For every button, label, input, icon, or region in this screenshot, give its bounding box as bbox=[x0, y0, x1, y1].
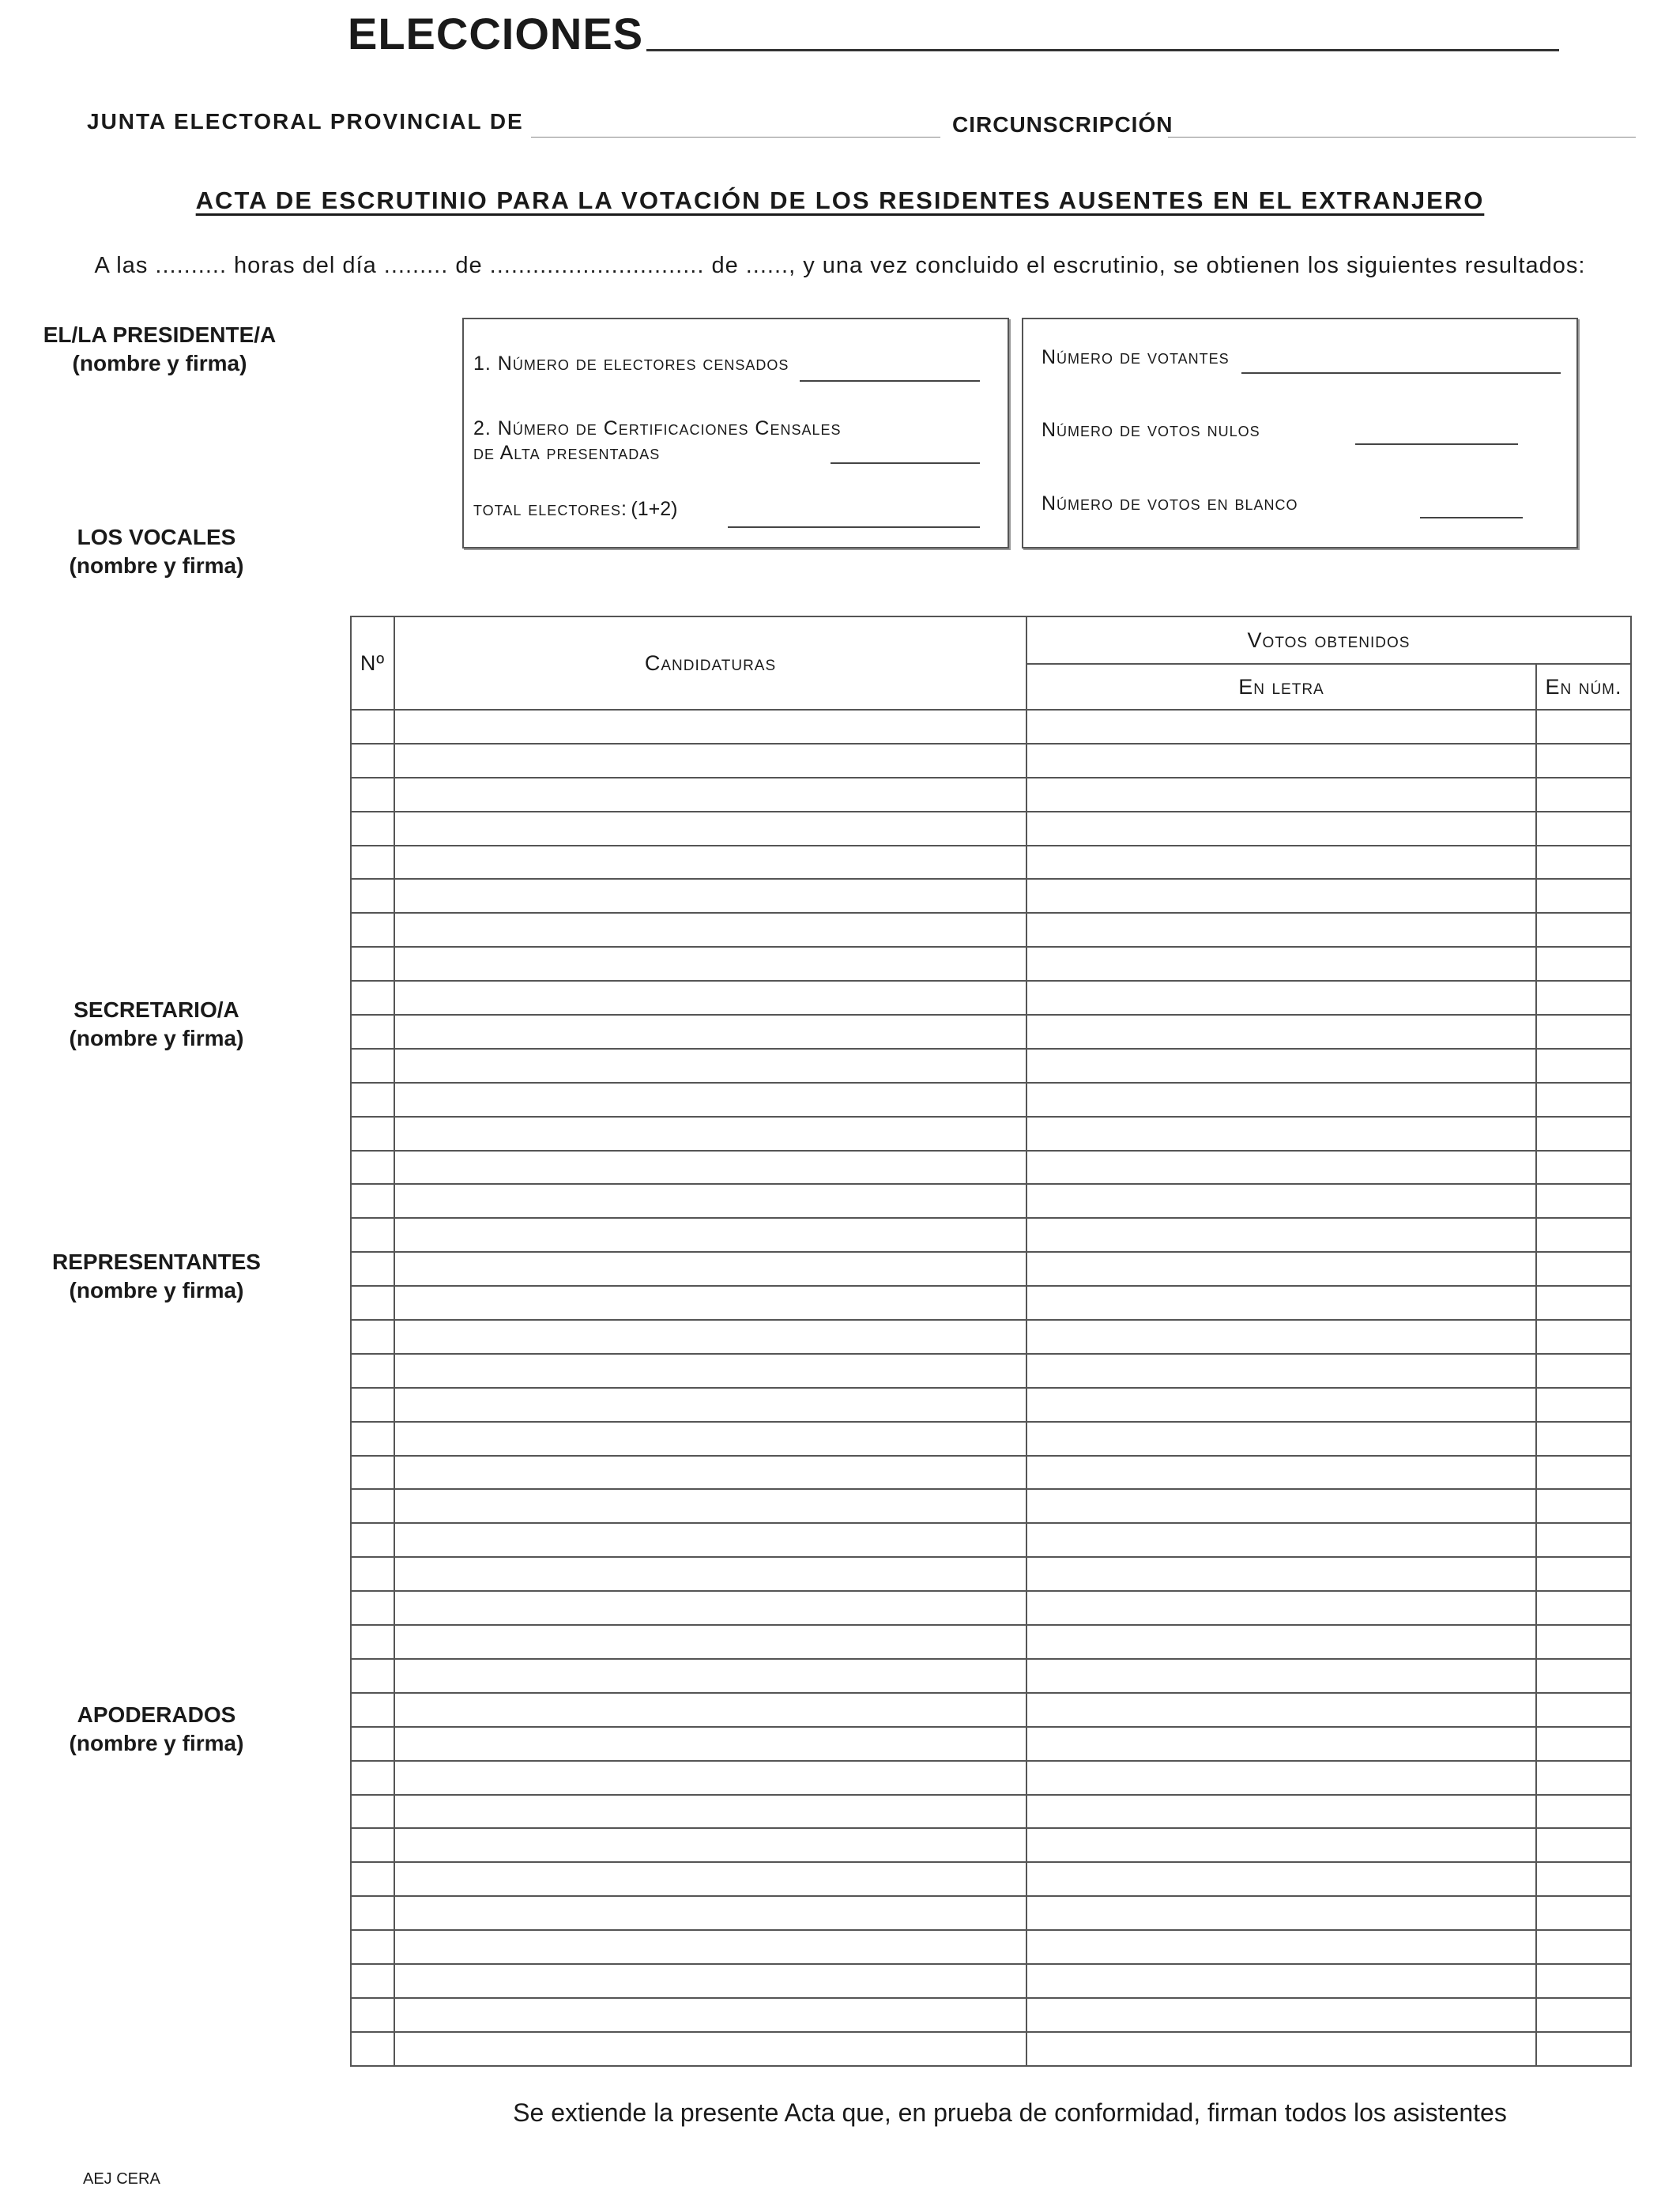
signature-role: REPRESENTANTES bbox=[52, 1250, 261, 1274]
letra-cell[interactable] bbox=[1026, 1557, 1536, 1591]
signature-vocales bbox=[0, 523, 315, 580]
candidatura-cell[interactable] bbox=[394, 1693, 1026, 1727]
numero-cell[interactable] bbox=[1536, 947, 1631, 981]
candidatura-cell[interactable] bbox=[394, 1625, 1026, 1659]
numero-cell[interactable] bbox=[1536, 1998, 1631, 2032]
candidatura-cell[interactable] bbox=[394, 1117, 1026, 1151]
table-row bbox=[351, 1354, 1631, 1388]
num-cell[interactable] bbox=[351, 1659, 394, 1693]
table-row bbox=[351, 1049, 1631, 1083]
num-cell[interactable] bbox=[351, 1489, 394, 1523]
numero-cell[interactable] bbox=[1536, 1184, 1631, 1218]
table-row bbox=[351, 1828, 1631, 1862]
circunscripcion-label: CIRCUNSCRIPCIÓN bbox=[952, 112, 1173, 137]
signature-note: (nombre y firma) bbox=[69, 1731, 244, 1755]
table-row bbox=[351, 1998, 1631, 2032]
candidatura-cell[interactable] bbox=[394, 812, 1026, 846]
signature-representantes bbox=[0, 1248, 315, 1305]
num-cell[interactable] bbox=[351, 1218, 394, 1252]
letra-cell[interactable] bbox=[1026, 812, 1536, 846]
numero-cell[interactable] bbox=[1536, 1795, 1631, 1829]
signature-presidente bbox=[2, 321, 318, 378]
letra-cell[interactable] bbox=[1026, 1151, 1536, 1185]
num-cell[interactable] bbox=[351, 846, 394, 880]
candidatura-cell[interactable] bbox=[394, 2032, 1026, 2066]
circunscripcion-field[interactable] bbox=[1168, 137, 1636, 138]
table-row bbox=[351, 1659, 1631, 1693]
numero-cell[interactable] bbox=[1536, 1388, 1631, 1422]
letra-cell[interactable] bbox=[1026, 1286, 1536, 1320]
letra-cell[interactable] bbox=[1026, 2032, 1536, 2066]
letra-cell[interactable] bbox=[1026, 710, 1536, 744]
letra-cell[interactable] bbox=[1026, 1828, 1536, 1862]
candidatura-cell[interactable] bbox=[394, 1930, 1026, 1964]
letra-cell[interactable] bbox=[1026, 1862, 1536, 1896]
num-cell[interactable] bbox=[351, 1795, 394, 1829]
numero-cell[interactable] bbox=[1536, 1761, 1631, 1795]
letra-cell[interactable] bbox=[1026, 1252, 1536, 1286]
candidatura-cell[interactable] bbox=[394, 744, 1026, 778]
num-cell[interactable] bbox=[351, 1049, 394, 1083]
num-cell[interactable] bbox=[351, 1422, 394, 1456]
table-row bbox=[351, 812, 1631, 846]
num-cell[interactable] bbox=[351, 1388, 394, 1422]
candidatura-cell[interactable] bbox=[394, 1320, 1026, 1354]
candidatura-cell[interactable] bbox=[394, 1184, 1026, 1218]
letra-cell[interactable] bbox=[1026, 1930, 1536, 1964]
candidatura-cell[interactable] bbox=[394, 1015, 1026, 1049]
numero-cell[interactable] bbox=[1536, 1828, 1631, 1862]
numero-cell[interactable] bbox=[1536, 2032, 1631, 2066]
elections-title: ELECCIONES bbox=[348, 9, 644, 58]
candidatura-cell[interactable] bbox=[394, 1862, 1026, 1896]
candidatura-cell[interactable] bbox=[394, 1286, 1026, 1320]
table-row bbox=[351, 2032, 1631, 2066]
junta-field[interactable] bbox=[531, 137, 940, 138]
candidatura-cell[interactable] bbox=[394, 1049, 1026, 1083]
candidatura-cell[interactable] bbox=[394, 1761, 1026, 1795]
letra-cell[interactable] bbox=[1026, 981, 1536, 1015]
votes-box bbox=[1022, 318, 1578, 548]
signature-role: SECRETARIO/A bbox=[73, 997, 239, 1022]
acta-title: ACTA DE ESCRUTINIO PARA LA VOTACIÓN DE LOS RESIDENTES AUSENTES EN EL EXTRANJERO bbox=[195, 187, 1485, 214]
letra-cell[interactable] bbox=[1026, 1591, 1536, 1625]
candidatura-cell[interactable] bbox=[394, 1422, 1026, 1456]
letra-cell[interactable] bbox=[1026, 1422, 1536, 1456]
table-row bbox=[351, 1218, 1631, 1252]
letra-cell[interactable] bbox=[1026, 1456, 1536, 1490]
table-row bbox=[351, 1320, 1631, 1354]
candidatura-cell[interactable] bbox=[394, 1218, 1026, 1252]
col-candidaturas-header: Candidaturas bbox=[394, 616, 1026, 710]
numero-cell[interactable] bbox=[1536, 1083, 1631, 1117]
numero-cell[interactable] bbox=[1536, 1286, 1631, 1320]
table-row bbox=[351, 1930, 1631, 1964]
numero-cell[interactable] bbox=[1536, 1557, 1631, 1591]
letra-cell[interactable] bbox=[1026, 1388, 1536, 1422]
signature-role: APODERADOS bbox=[77, 1702, 236, 1727]
letra-cell[interactable] bbox=[1026, 879, 1536, 913]
num-cell[interactable] bbox=[351, 1625, 394, 1659]
censados-field[interactable] bbox=[800, 380, 980, 382]
numero-cell[interactable] bbox=[1536, 879, 1631, 913]
table-row bbox=[351, 744, 1631, 778]
num-cell[interactable] bbox=[351, 2032, 394, 2066]
table-row bbox=[351, 710, 1631, 744]
numero-cell[interactable] bbox=[1536, 1523, 1631, 1557]
signature-note: (nombre y firma) bbox=[69, 1278, 244, 1302]
num-cell[interactable] bbox=[351, 1354, 394, 1388]
numero-cell[interactable] bbox=[1536, 1151, 1631, 1185]
numero-cell[interactable] bbox=[1536, 1625, 1631, 1659]
num-cell[interactable] bbox=[351, 1083, 394, 1117]
table-row bbox=[351, 913, 1631, 947]
votantes-field[interactable] bbox=[1241, 372, 1561, 374]
num-cell[interactable] bbox=[351, 1727, 394, 1761]
numero-cell[interactable] bbox=[1536, 1320, 1631, 1354]
num-cell[interactable] bbox=[351, 1252, 394, 1286]
numero-cell[interactable] bbox=[1536, 1591, 1631, 1625]
letra-cell[interactable] bbox=[1026, 1693, 1536, 1727]
letra-cell[interactable] bbox=[1026, 1354, 1536, 1388]
total-electores bbox=[473, 498, 677, 521]
votantes-label: Número de votantes bbox=[1042, 346, 1230, 368]
closing-statement: Se extiende la presente Acta que, en prueba de conformidad, firman todos los asistentes bbox=[513, 2098, 1507, 2127]
censados-label: 1. Número de electores censados bbox=[473, 352, 789, 375]
num-cell[interactable] bbox=[351, 981, 394, 1015]
numero-cell[interactable] bbox=[1536, 1218, 1631, 1252]
num-cell[interactable] bbox=[351, 947, 394, 981]
total-field[interactable] bbox=[728, 526, 980, 528]
candidatura-cell[interactable] bbox=[394, 1354, 1026, 1388]
candidatura-cell[interactable] bbox=[394, 947, 1026, 981]
table-row bbox=[351, 1083, 1631, 1117]
intro-text: A las .......... horas del día ......... de .............................. de ......, y una vez concluido el escrutinio, se obtienen los siguientes resultados: bbox=[94, 253, 1586, 278]
elections-name-field[interactable] bbox=[646, 49, 1559, 51]
table-row bbox=[351, 1964, 1631, 1998]
letra-cell[interactable] bbox=[1026, 846, 1536, 880]
table-row bbox=[351, 1727, 1631, 1761]
numero-cell[interactable] bbox=[1536, 710, 1631, 744]
numero-cell[interactable] bbox=[1536, 1659, 1631, 1693]
numero-cell[interactable] bbox=[1536, 778, 1631, 812]
table-row bbox=[351, 1456, 1631, 1490]
num-cell[interactable] bbox=[351, 1896, 394, 1930]
signature-apoderados bbox=[0, 1701, 315, 1758]
table-row bbox=[351, 778, 1631, 812]
num-cell[interactable] bbox=[351, 1693, 394, 1727]
signature-role: EL/LA PRESIDENTE/A bbox=[43, 322, 277, 347]
numero-cell[interactable] bbox=[1536, 1930, 1631, 1964]
num-cell[interactable] bbox=[351, 879, 394, 913]
num-cell[interactable] bbox=[351, 1117, 394, 1151]
letra-cell[interactable] bbox=[1026, 1218, 1536, 1252]
candidatura-cell[interactable] bbox=[394, 846, 1026, 880]
num-cell[interactable] bbox=[351, 812, 394, 846]
num-cell[interactable] bbox=[351, 1761, 394, 1795]
col-num-header: Nº bbox=[351, 616, 394, 710]
table-row bbox=[351, 1117, 1631, 1151]
table-row bbox=[351, 1795, 1631, 1829]
signature-note: (nombre y firma) bbox=[69, 553, 244, 578]
letra-cell[interactable] bbox=[1026, 1117, 1536, 1151]
letra-cell[interactable] bbox=[1026, 1320, 1536, 1354]
col-numero-header: En núm. bbox=[1536, 664, 1631, 710]
numero-cell[interactable] bbox=[1536, 1252, 1631, 1286]
total-formula: (1+2) bbox=[631, 498, 678, 520]
col-letra-header: En letra bbox=[1026, 664, 1536, 710]
table-row bbox=[351, 1693, 1631, 1727]
certificaciones-label-2: de Alta presentadas bbox=[473, 442, 661, 464]
blanco-label: Número de votos en blanco bbox=[1042, 492, 1298, 515]
candidatura-cell[interactable] bbox=[394, 1727, 1026, 1761]
num-cell[interactable] bbox=[351, 1015, 394, 1049]
signature-note: (nombre y firma) bbox=[72, 351, 247, 375]
candidatura-cell[interactable] bbox=[394, 710, 1026, 744]
signature-role: LOS VOCALES bbox=[77, 525, 236, 549]
numero-cell[interactable] bbox=[1536, 1896, 1631, 1930]
num-cell[interactable] bbox=[351, 1828, 394, 1862]
candidatura-cell[interactable] bbox=[394, 1456, 1026, 1490]
form-code: AEJ CERA bbox=[83, 2170, 160, 2188]
letra-cell[interactable] bbox=[1026, 1625, 1536, 1659]
num-cell[interactable] bbox=[351, 913, 394, 947]
numero-cell[interactable] bbox=[1536, 1354, 1631, 1388]
letra-cell[interactable] bbox=[1026, 778, 1536, 812]
signature-secretario bbox=[0, 996, 315, 1053]
letra-cell[interactable] bbox=[1026, 1727, 1536, 1761]
num-cell[interactable] bbox=[351, 1151, 394, 1185]
table-row bbox=[351, 1388, 1631, 1422]
candidatura-cell[interactable] bbox=[394, 913, 1026, 947]
candidatura-cell[interactable] bbox=[394, 1523, 1026, 1557]
num-cell[interactable] bbox=[351, 1557, 394, 1591]
letra-cell[interactable] bbox=[1026, 1184, 1536, 1218]
table-row bbox=[351, 1896, 1631, 1930]
table-row bbox=[351, 1489, 1631, 1523]
candidatura-cell[interactable] bbox=[394, 1998, 1026, 2032]
candidatura-cell[interactable] bbox=[394, 778, 1026, 812]
num-cell[interactable] bbox=[351, 1591, 394, 1625]
table-row bbox=[351, 1557, 1631, 1591]
letra-cell[interactable] bbox=[1026, 947, 1536, 981]
numero-cell[interactable] bbox=[1536, 1117, 1631, 1151]
candidatura-cell[interactable] bbox=[394, 1489, 1026, 1523]
results-table bbox=[350, 616, 1632, 2067]
table-row bbox=[351, 1523, 1631, 1557]
numero-cell[interactable] bbox=[1536, 913, 1631, 947]
num-cell[interactable] bbox=[351, 1862, 394, 1896]
junta-label: JUNTA ELECTORAL PROVINCIAL DE bbox=[87, 109, 524, 134]
table-row bbox=[351, 1591, 1631, 1625]
candidatura-cell[interactable] bbox=[394, 1591, 1026, 1625]
certificaciones-label-1: 2. Número de Certificaciones Censales bbox=[473, 417, 842, 439]
num-cell[interactable] bbox=[351, 1320, 394, 1354]
blanco-field[interactable] bbox=[1420, 517, 1523, 518]
letra-cell[interactable] bbox=[1026, 1998, 1536, 2032]
numero-cell[interactable] bbox=[1536, 1964, 1631, 1998]
numero-cell[interactable] bbox=[1536, 846, 1631, 880]
letra-cell[interactable] bbox=[1026, 1049, 1536, 1083]
table-row bbox=[351, 1422, 1631, 1456]
letra-cell[interactable] bbox=[1026, 1015, 1536, 1049]
candidatura-cell[interactable] bbox=[394, 879, 1026, 913]
table-row bbox=[351, 947, 1631, 981]
electors-box bbox=[462, 318, 1009, 548]
numero-cell[interactable] bbox=[1536, 1049, 1631, 1083]
candidatura-cell[interactable] bbox=[394, 1896, 1026, 1930]
numero-cell[interactable] bbox=[1536, 1693, 1631, 1727]
candidatura-cell[interactable] bbox=[394, 1964, 1026, 1998]
numero-cell[interactable] bbox=[1536, 1422, 1631, 1456]
table-row bbox=[351, 1151, 1631, 1185]
letra-cell[interactable] bbox=[1026, 744, 1536, 778]
letra-cell[interactable] bbox=[1026, 1896, 1536, 1930]
letra-cell[interactable] bbox=[1026, 1659, 1536, 1693]
nulos-label: Número de votos nulos bbox=[1042, 419, 1260, 441]
table-row bbox=[351, 1252, 1631, 1286]
table-row bbox=[351, 1184, 1631, 1218]
numero-cell[interactable] bbox=[1536, 1015, 1631, 1049]
candidatura-cell[interactable] bbox=[394, 1252, 1026, 1286]
table-row bbox=[351, 1862, 1631, 1896]
candidatura-cell[interactable] bbox=[394, 1557, 1026, 1591]
nulos-field[interactable] bbox=[1355, 443, 1518, 445]
num-cell[interactable] bbox=[351, 1930, 394, 1964]
num-cell[interactable] bbox=[351, 1998, 394, 2032]
signature-note: (nombre y firma) bbox=[69, 1026, 244, 1050]
letra-cell[interactable] bbox=[1026, 1964, 1536, 1998]
num-cell[interactable] bbox=[351, 1964, 394, 1998]
letra-cell[interactable] bbox=[1026, 913, 1536, 947]
table-row bbox=[351, 1015, 1631, 1049]
numero-cell[interactable] bbox=[1536, 812, 1631, 846]
numero-cell[interactable] bbox=[1536, 744, 1631, 778]
letra-cell[interactable] bbox=[1026, 1083, 1536, 1117]
numero-cell[interactable] bbox=[1536, 1862, 1631, 1896]
candidatura-cell[interactable] bbox=[394, 1151, 1026, 1185]
table-row bbox=[351, 1761, 1631, 1795]
num-cell[interactable] bbox=[351, 1286, 394, 1320]
candidatura-cell[interactable] bbox=[394, 981, 1026, 1015]
table-row bbox=[351, 879, 1631, 913]
num-cell[interactable] bbox=[351, 1456, 394, 1490]
numero-cell[interactable] bbox=[1536, 1456, 1631, 1490]
col-votos-header: Votos obtenidos bbox=[1026, 616, 1631, 664]
num-cell[interactable] bbox=[351, 744, 394, 778]
candidatura-cell[interactable] bbox=[394, 1388, 1026, 1422]
table-row bbox=[351, 981, 1631, 1015]
num-cell[interactable] bbox=[351, 710, 394, 744]
table-row bbox=[351, 1286, 1631, 1320]
total-label: total electores: bbox=[473, 498, 627, 520]
letra-cell[interactable] bbox=[1026, 1489, 1536, 1523]
num-cell[interactable] bbox=[351, 778, 394, 812]
candidatura-cell[interactable] bbox=[394, 1083, 1026, 1117]
table-row bbox=[351, 846, 1631, 880]
letra-cell[interactable] bbox=[1026, 1761, 1536, 1795]
table-row bbox=[351, 1625, 1631, 1659]
candidatura-cell[interactable] bbox=[394, 1795, 1026, 1829]
candidatura-cell[interactable] bbox=[394, 1659, 1026, 1693]
letra-cell[interactable] bbox=[1026, 1795, 1536, 1829]
certificaciones-field[interactable] bbox=[831, 462, 980, 464]
numero-cell[interactable] bbox=[1536, 1489, 1631, 1523]
num-cell[interactable] bbox=[351, 1184, 394, 1218]
num-cell[interactable] bbox=[351, 1523, 394, 1557]
letra-cell[interactable] bbox=[1026, 1523, 1536, 1557]
numero-cell[interactable] bbox=[1536, 1727, 1631, 1761]
numero-cell[interactable] bbox=[1536, 981, 1631, 1015]
candidatura-cell[interactable] bbox=[394, 1828, 1026, 1862]
